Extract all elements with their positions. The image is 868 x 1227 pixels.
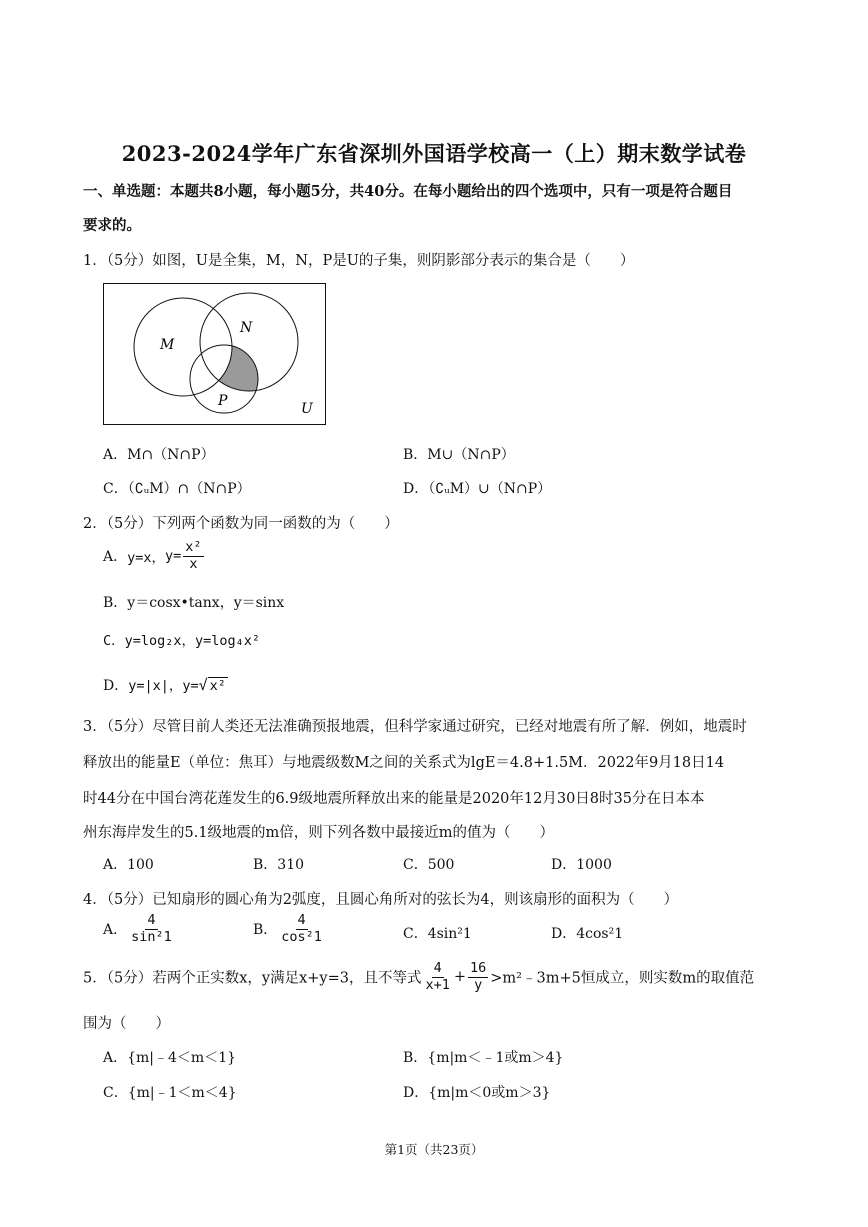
q2-a-label: A． [103,549,128,566]
set-m-label: M [160,337,175,353]
q2-option-b[interactable]: B．y＝cosx•tanx，y＝sinx [103,595,285,611]
q2-c-text: C．y=log₂x，y=log₄x² [103,633,261,649]
section-heading-line2: 要求的。 [83,217,141,234]
q5-f1-numerator: 4 [433,960,442,976]
q2-option-d[interactable] [103,674,228,695]
q5-line2: 围为（ ） [83,1016,170,1032]
q2-a-fraction [183,540,203,572]
q4-option-d[interactable]: D．4cos²1 [551,926,624,942]
q2-stem: 2．（5分）下列两个函数为同一函数的为（ ） [83,516,399,532]
q1-option-b[interactable]: B．M∪（N∩P） [403,447,515,463]
q5-f2-denominator: y [474,976,483,993]
q4-option-c[interactable]: C．4sin²1 [403,926,472,942]
q3-option-a[interactable]: A．100 [103,857,154,873]
q4-b-label: B． [253,922,278,939]
q2-a-denominator: x [189,555,198,572]
q2-d-func1: y=|x|， [128,678,183,694]
q4-option-b[interactable] [253,913,326,945]
set-p-label: P [218,393,228,409]
venn-diagram [103,283,327,426]
q5-stem-pre: 5．（5分）若两个正实数x，y满足x+y=3，且不等式 [83,970,422,987]
q5-plus: + [453,969,467,986]
set-n-label: N [240,320,253,336]
q5-f1-denominator: x+1 [425,976,450,993]
set-u-label: U [301,401,313,417]
q2-d-func2: y= [182,678,199,694]
q4-b-fraction [279,913,324,945]
q5-option-b[interactable]: B．{m|m＜﹣1或m＞4} [403,1050,564,1066]
q5-option-c[interactable]: C．{m|﹣1＜m＜4} [103,1085,237,1101]
q5-option-d[interactable]: D．{m|m＜0或m＞3} [403,1085,551,1101]
q4-a-denominator: sin²1 [131,928,172,945]
q4-a-fraction [129,913,174,945]
page-footer: 第1页（共23页） [384,1142,484,1157]
q3-line1: 3．（5分）尽管目前人类还无法准确预报地震，但科学家通过研究，已经对地震有所了解．例如，地震时 [83,719,747,735]
q2-option-a[interactable] [103,540,206,572]
q2-d-radicand: x² [209,678,226,694]
section-heading-line1: 一、单选题：本题共8小题，每小题5分，共40分。在每小题给出的四个选项中，只有一项是符合题目 [83,183,733,200]
q5-stem-post: >m²﹣3m+5恒成立，则实数m的取值范 [490,970,755,987]
q4-option-a[interactable] [103,913,176,945]
q3-line3: 时44分在中国台湾花莲发生的6.9级地震所释放出来的能量是2020年12月30日8时35分在日本本 [83,791,705,807]
q5-fraction-2 [468,961,488,993]
q2-d-label: D． [103,678,129,694]
q4-stem: 4．（5分）已知扇形的圆心角为2弧度，且圆心角所对的弦长为4，则该扇形的面积为（ ） [83,892,679,908]
q4-a-label: A． [103,922,128,939]
paper-title: 2023-2024学年广东省深圳外国语学校高一（上）期末数学试卷 [121,141,747,166]
q5-fraction-1 [423,961,451,993]
q4-b-denominator: cos²1 [281,928,322,945]
sqrt-icon: √ [198,676,208,694]
q3-option-b[interactable]: B．310 [253,857,305,873]
q4-a-numerator: 4 [147,912,156,928]
q2-option-c[interactable] [103,629,260,649]
q1-stem: 1．（5分）如图，U是全集，M，N，P是U的子集，则阴影部分表示的集合是（ ） [83,253,635,269]
q4-b-numerator: 4 [297,912,306,928]
q5-option-a[interactable]: A．{m|﹣4＜m＜1} [103,1050,237,1066]
q3-line2: 释放出的能量E（单位：焦耳）与地震级数M之间的关系式为lgE＝4.8+1.5M．2022年9月18日14 [83,755,725,771]
q3-option-d[interactable]: D．1000 [551,857,612,873]
q5-f2-numerator: 16 [470,960,487,976]
q2-a-func1: y=x， [127,550,166,567]
q1-option-d[interactable]: D．（∁ᵤM）∪（N∩P） [403,481,552,497]
q3-option-c[interactable]: C．500 [403,857,455,873]
q5-stem [83,961,754,993]
q2-a-func2: y= [165,548,182,565]
q1-option-c[interactable]: C．（∁ᵤM）∩（N∩P） [103,481,251,497]
q2-a-numerator: x² [185,539,202,555]
q1-option-a[interactable]: A．M∩（N∩P） [103,447,215,463]
q3-line4: 州东海岸发生的5.1级地震的m倍，则下列各数中最接近m的值为（ ） [83,825,555,841]
